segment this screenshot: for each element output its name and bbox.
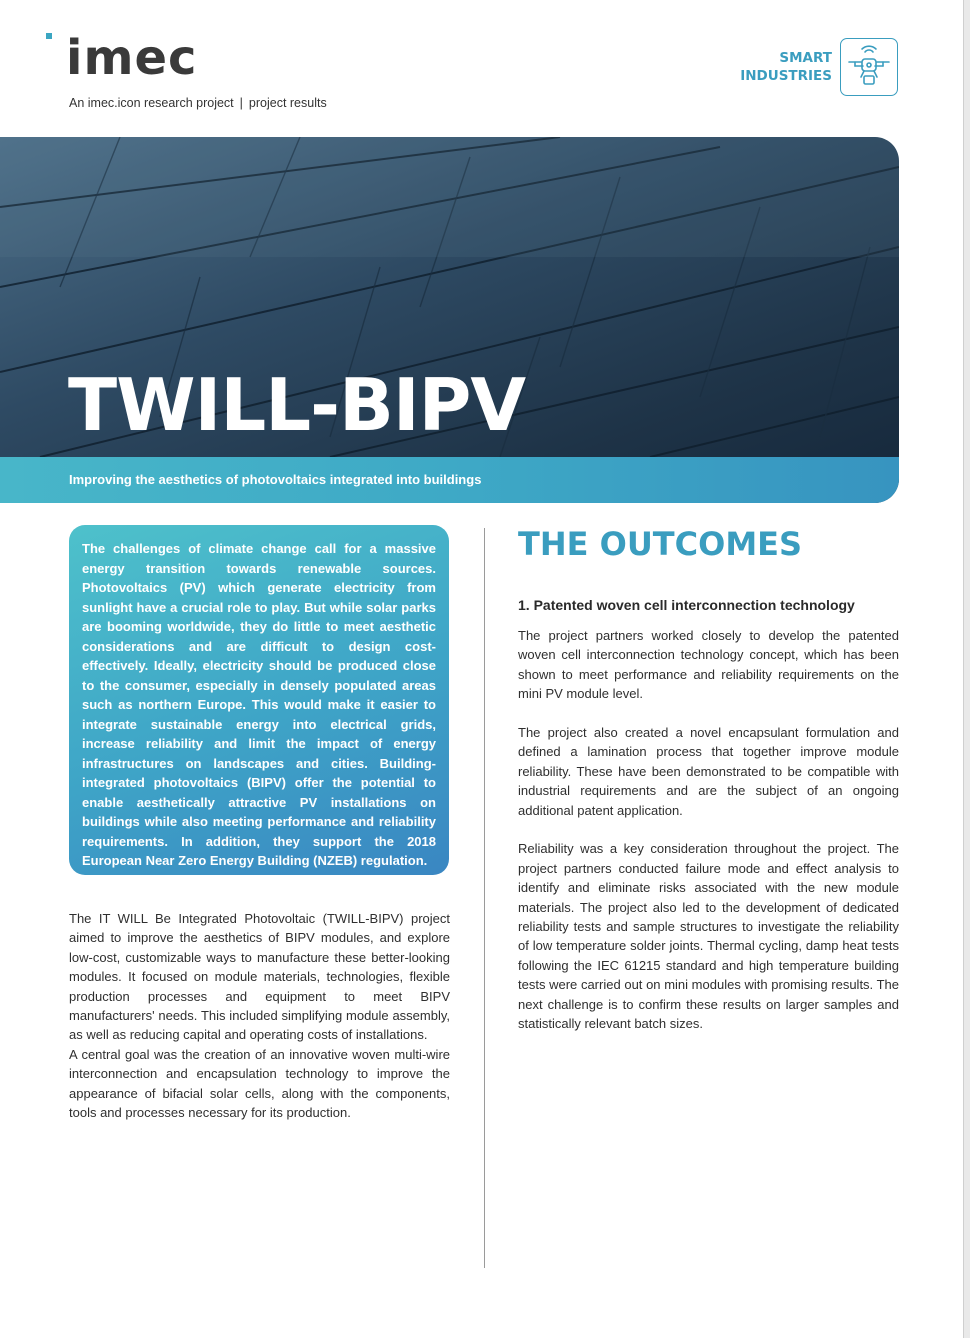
smart-industries-badge [840, 38, 898, 96]
left-paragraph-1: The IT WILL Be Integrated Photovoltaic (TWILL-BIPV) project aimed to improve the aesthetics of BIPV modules, and explore low-cost, customizable ways to manufacture these better-looking modules. It focused on module materials, technologies, flexible production processes and equipment to meet BIPV manufacturers' needs. This included simplifying module assembly, as well as reducing capital and operating costs of installations. [69, 911, 450, 1043]
hero-tagline: Improving the aesthetics of photovoltaics integrated into buildings [69, 472, 482, 487]
right-paragraph-1: The project partners worked closely to develop the patented woven cell interconnection technology concept, which has been shown to meet performance and reliability requirements on the mini PV module level. [518, 628, 899, 702]
badge-line-2: INDUSTRIES [740, 68, 832, 84]
hero-tagline-band [0, 457, 899, 503]
badge-line-1: SMART [779, 50, 832, 66]
hero-title: TWILL-BIPV [68, 363, 526, 447]
imec-logo: imec [66, 30, 198, 86]
smart-industries-label [730, 49, 832, 85]
column-divider [484, 528, 485, 1268]
left-paragraph-2: A central goal was the creation of an innovative woven multi-wire interconnection and encapsulation technology to improve the appearance of bifacial solar cells, along with the components, tools and processes necessary for its production. [69, 1046, 450, 1121]
drone-icon [845, 43, 893, 91]
subtitle-separator: | [239, 96, 243, 110]
subtitle-right: project results [248, 96, 327, 110]
hero-banner [0, 137, 899, 503]
page-edge [963, 0, 970, 1338]
outcomes-heading: THE OUTCOMES [518, 525, 803, 563]
intro-text: The challenges of climate change call for a massive energy transition towards renewable sources. Photovoltaics (PV) which generate electricity from sunlight have a crucial role to play. But while solar parks are booming worldwide, they do little to meet aesthetic considerations and are difficult to design cost-effectively. Ideally, electricity should be produced close to the consumer, especially in densely populated areas such as northern Europe. This would make it easier to integrate sustainable energy into electrical grids, increase reliability and limit the impact of energy infrastructures on landscapes and cities. Building-integrated photovoltaics (BIPV) offer the potential to enable aesthetically attractive PV installations on buildings while also meeting performance and reliability requirements. In addition, they support the 2018 European Near Zero Energy Building (NZEB) regulation. [82, 541, 436, 868]
logo-dot [46, 33, 52, 39]
section-1-heading: 1. Patented woven cell interconnection technology [518, 597, 855, 613]
subtitle-left: An imec.icon research project [69, 96, 234, 110]
left-column-body [69, 909, 450, 1122]
right-paragraph-3: Reliability was a key consideration throughout the project. The project partners conducted failure mode and effect analysis to identify and eliminate risks associated with the new module materials. The project also led to the development of dedicated reliability tests and sample structures to investigate the reliability of low temperature solder joints. Thermal cycling, damp heat tests following the IEC 61215 standard and high temperature building tests were carried out on mini modules with promising results. The next challenge is to confirm these results on larger samples and statistically relevant batch sizes. [518, 841, 899, 1032]
right-column-body [518, 626, 899, 1053]
right-paragraph-2: The project also created a novel encapsulant formulation and defined a lamination process that together improve module reliability. These have been demonstrated to be compatible with industrial requirements and are the subject of an ongoing additional patent application. [518, 725, 899, 818]
project-subtitle [69, 96, 327, 110]
intro-callout [69, 525, 449, 875]
